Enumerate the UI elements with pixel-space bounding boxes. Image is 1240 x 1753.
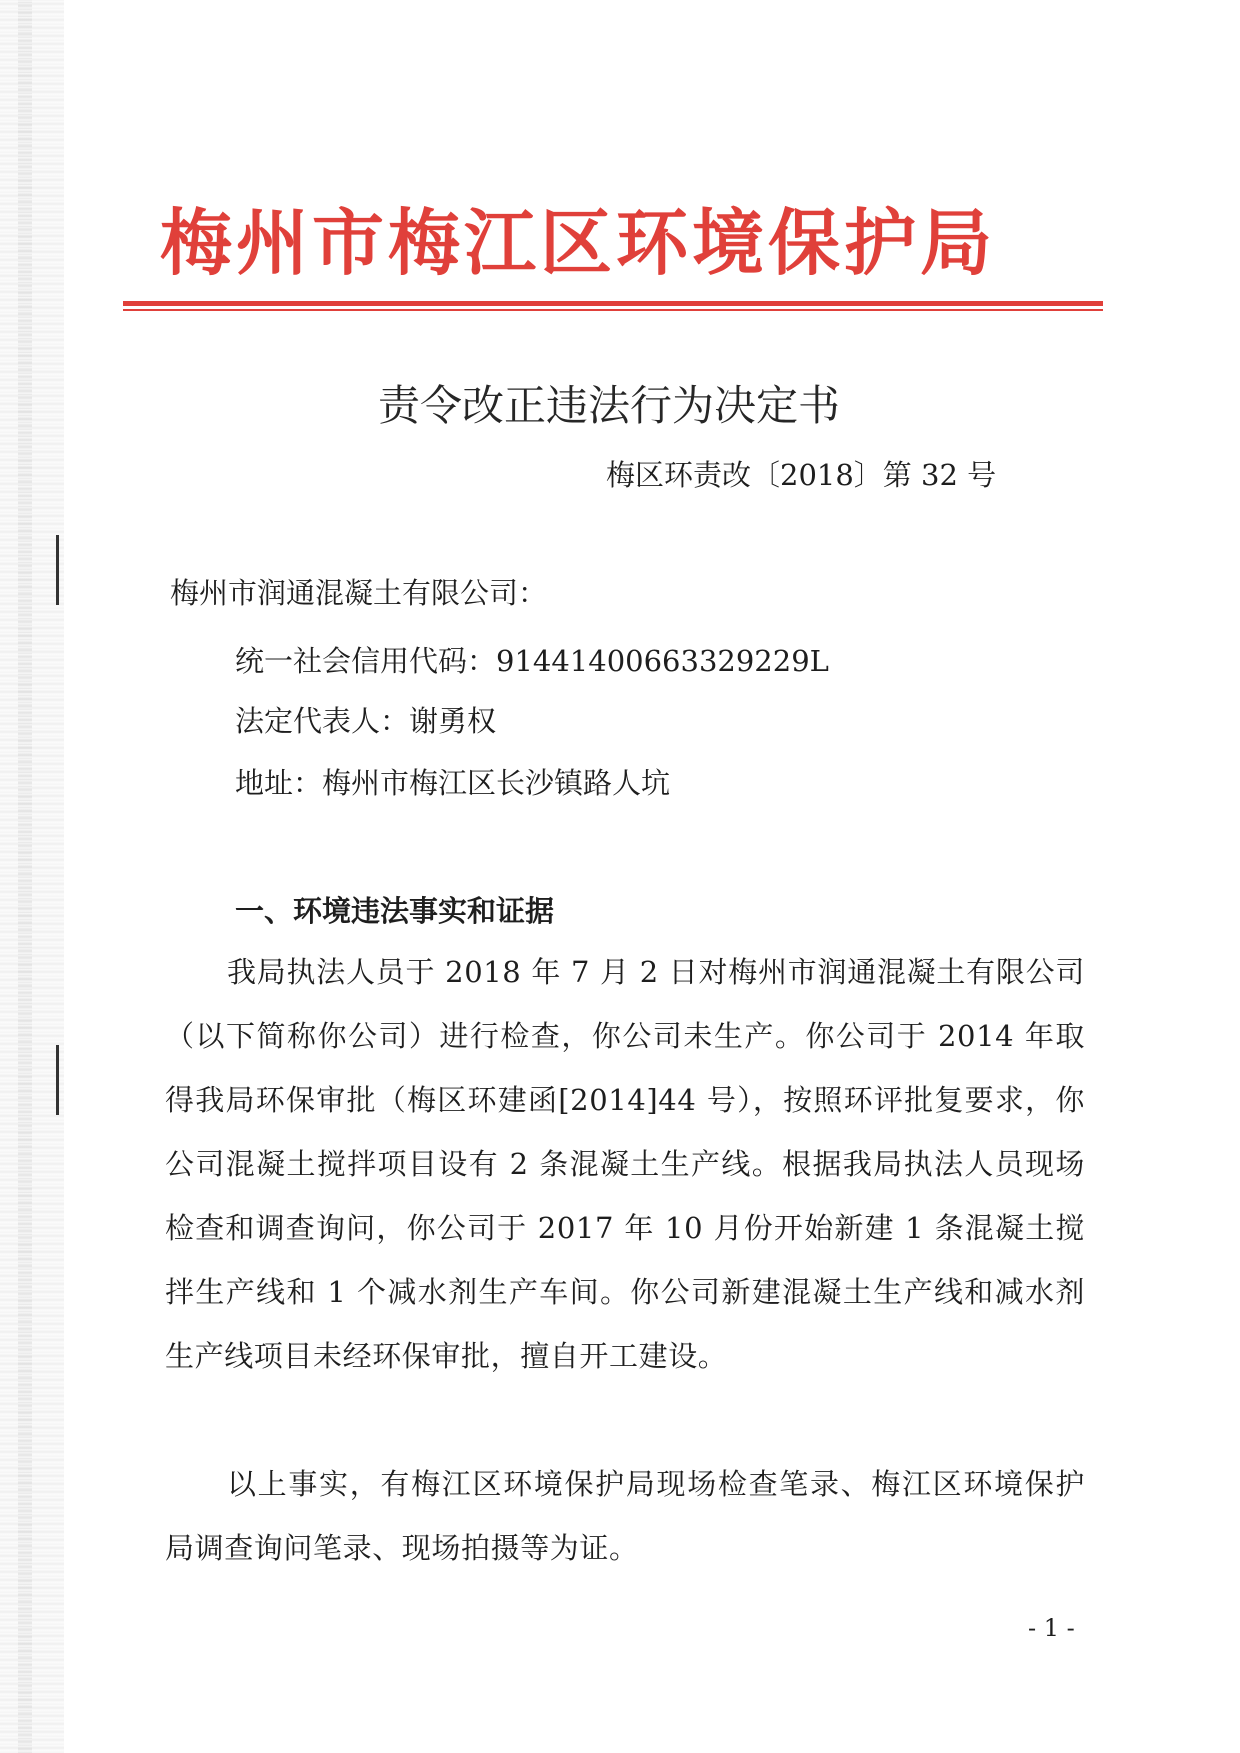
section-heading-facts: 一、环境违法事实和证据 <box>235 894 555 928</box>
recipient-name: 梅州市润通混凝土有限公司： <box>170 576 548 610</box>
evidence-paragraph: 以上事实，有梅江区环境保护局现场检查笔录、梅江区环境保护局调查询问笔录、现场拍摄等为证。 <box>165 1467 1085 1565</box>
masthead-rule-thin <box>123 309 1103 311</box>
recipient-legal-rep: 法定代表人：谢勇权 <box>235 704 497 738</box>
page-number: - 1 - <box>1028 1614 1075 1642</box>
agency-masthead: 梅州市梅江区环境保护局 <box>160 201 997 285</box>
document-title: 责令改正违法行为决定书 <box>378 381 841 430</box>
document-number: 梅区环责改〔2018〕第 32 号 <box>606 458 997 492</box>
scan-edge-shading <box>0 0 64 1753</box>
masthead-rule-thick <box>123 301 1103 306</box>
recipient-address: 地址：梅州市梅江区长沙镇路人坑 <box>235 766 671 800</box>
recipient-credit-code: 统一社会信用代码：91441400663329229L <box>235 644 829 678</box>
scan-edge-perforation <box>18 0 32 1753</box>
binding-mark-bottom <box>56 1045 59 1115</box>
binding-mark-top <box>56 535 59 605</box>
facts-paragraph: 我局执法人员于 2018 年 7 月 2 日对梅州市润通混凝土有限公司（以下简称你公司）进行检查，你公司未生产。你公司于 2014 年取得我局环保审批（梅区环建函[2014]44 号），按照环评批复要求，你公司混凝土搅拌项目设有 2 条混凝土生产线。根据我局执法人员现场检查和调查询问，你公司于 2017 年 10 月份开始新建 1 条混凝土搅拌生产线和 1 个减水剂生产车间。你公司新建混凝土生产线和减水剂生产线项目未经环保审批，擅自开工建设。 <box>165 955 1085 1373</box>
